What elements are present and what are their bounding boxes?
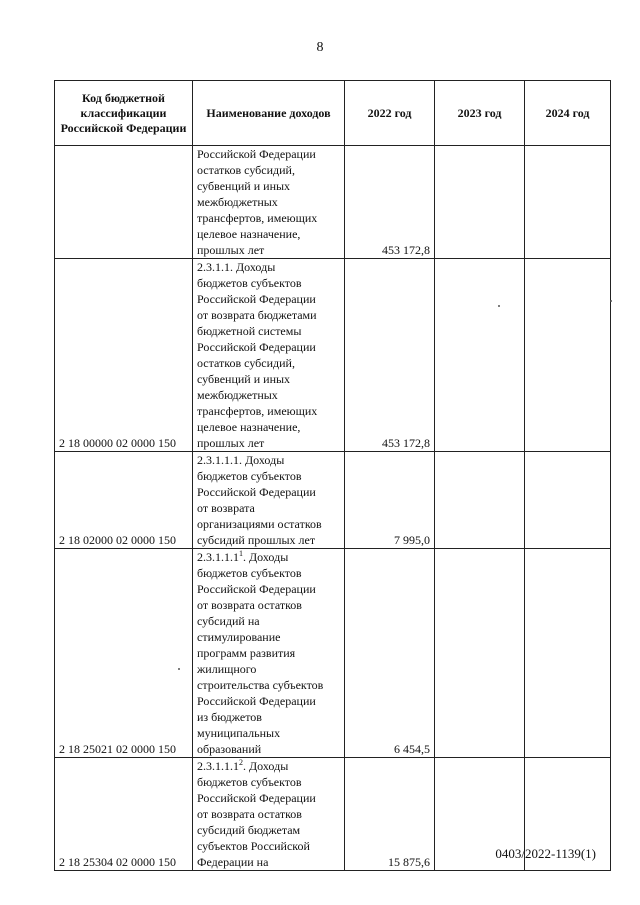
header-name: Наименование доходов — [193, 81, 345, 146]
header-2022: 2022 год — [345, 81, 435, 146]
row-amount-2023 — [435, 452, 525, 549]
row-amount-2022: 6 454,5 — [345, 549, 435, 758]
row-name-text: . Доходы бюджетов субъектов Российской Федерации от возврата остатков субсидий на стимулирование программ развития жилищного строительства субъектов Российской Федерации из бюджетов муниципальных образований — [197, 550, 324, 756]
scan-speck — [178, 668, 180, 670]
row-code: 2 18 25021 02 0000 150 — [55, 549, 193, 758]
row-amount-2023 — [435, 259, 525, 452]
row-code: 2 18 00000 02 0000 150 — [55, 259, 193, 452]
row-name-text: . Доходы бюджетов субъектов Российской Федерации от возврата остатков субсидий бюджетам субъектов Российской Федерации на — [197, 759, 316, 869]
row-amount-2024 — [525, 146, 611, 259]
header-2023: 2023 год — [435, 81, 525, 146]
row-amount-2022: 453 172,8 — [345, 146, 435, 259]
row-name-superscript: 2 — [239, 758, 243, 767]
header-code: Код бюджетной классификации Российской Федерации — [55, 81, 193, 146]
table-row — [55, 146, 611, 259]
row-amount-2024 — [525, 452, 611, 549]
row-code: 2 18 25304 02 0000 150 — [55, 758, 193, 871]
row-amount-2024 — [525, 259, 611, 452]
row-name-prefix: 2.3.1.1.1 — [197, 759, 239, 773]
scan-speck — [610, 300, 612, 302]
row-code — [55, 146, 193, 259]
revenue-table — [54, 80, 611, 871]
scan-speck — [498, 305, 500, 307]
row-name — [193, 758, 345, 871]
row-amount-2022: 15 875,6 — [345, 758, 435, 871]
header-2024: 2024 год — [525, 81, 611, 146]
row-name — [193, 549, 345, 758]
row-name-text: 2.3.1.1.1. Доходы бюджетов субъектов Российской Федерации от возврата организациями остатков субсидий прошлых лет — [197, 453, 322, 547]
row-name — [193, 259, 345, 452]
row-name-superscript: 1 — [239, 549, 243, 558]
row-amount-2022: 453 172,8 — [345, 259, 435, 452]
row-amount-2022: 7 995,0 — [345, 452, 435, 549]
table-header-row — [55, 81, 611, 146]
table-row — [55, 259, 611, 452]
table-row — [55, 549, 611, 758]
page-number: 8 — [316, 40, 324, 55]
row-amount-2023 — [435, 549, 525, 758]
row-name-text: 2.3.1.1. Доходы бюджетов субъектов Российской Федерации от возврата бюджетами бюджетной системы Российской Федерации остатков субсидий, субвенций и иных межбюджетных трансфертов, имеющих целевое назначение, прошлых лет — [197, 260, 318, 450]
row-name-text: Российской Федерации остатков субсидий, субвенций и иных межбюджетных трансфертов, имеющих целевое назначение, прошлых лет — [197, 147, 318, 257]
row-amount-2023 — [435, 146, 525, 259]
row-code: 2 18 02000 02 0000 150 — [55, 452, 193, 549]
row-amount-2024 — [525, 549, 611, 758]
row-name-prefix: 2.3.1.1.1 — [197, 550, 239, 564]
table-row — [55, 452, 611, 549]
document-id: 0403/2022-1139(1) — [495, 846, 596, 861]
row-name — [193, 146, 345, 259]
row-name — [193, 452, 345, 549]
